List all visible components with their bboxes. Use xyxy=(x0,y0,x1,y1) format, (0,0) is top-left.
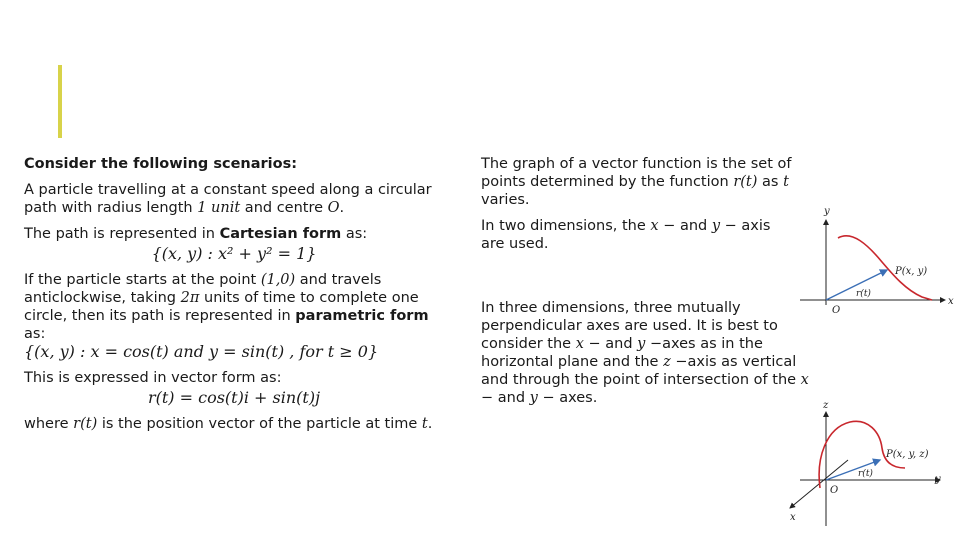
point-label-3d: P(x, y, z) xyxy=(886,449,929,460)
paragraph-parametric: If the particle starts at the point (1,0) and travels anticlockwise, taking 2π units of time to complete one circle, then its path is represented in parametric form as: xyxy=(24,272,429,342)
heading: Consider the following scenarios: xyxy=(24,156,298,172)
vector-label-2d: r(t) xyxy=(856,289,871,299)
right-column xyxy=(481,155,821,407)
paragraph-vector-form: This is expressed in vector form as: xyxy=(24,370,282,386)
point-label-2d: P(x, y) xyxy=(895,266,928,277)
equation-cartesian: {(x, y) : x² + y² = 1} xyxy=(151,244,317,263)
origin-label-3d: O xyxy=(830,485,839,496)
vector-label-3d: r(t) xyxy=(858,469,873,479)
paragraph-cartesian: The path is represented in Cartesian form as: xyxy=(24,226,368,242)
x-label-3d: x xyxy=(790,512,796,523)
paragraph-circular-path: A particle travelling at a constant speed along a circular path with radius length 1 unit and centre O. xyxy=(24,182,432,216)
y-label-3d: y xyxy=(935,474,941,485)
paragraph-graph: The graph of a vector function is the set of points determined by the function r(t) as t varies. xyxy=(481,156,792,208)
paragraph-two-dimensions: In two dimensions, the x − and y − axis are used. xyxy=(481,218,771,252)
paragraph-three-dimensions: In three dimensions, three mutually perpendicular axes are used. It is best to consider the x − and y −axes as in the horizontal plane and the z −axis as vertical and through the point of intersection of the x − and y − axes. xyxy=(481,300,809,406)
y-label-2d: y xyxy=(824,206,830,217)
z-label-3d: z xyxy=(823,400,829,411)
x-label-2d: x xyxy=(948,296,954,307)
paragraph-position-vector: where r(t) is the position vector of the particle at time t. xyxy=(24,416,433,432)
left-column xyxy=(24,155,444,433)
equation-parametric: {(x, y) : x = cos(t) and y = sin(t) , for t ≥ 0} xyxy=(24,342,379,361)
equation-vector: r(t) = cos(t)i + sin(t)j xyxy=(147,388,321,407)
figure-3d-vector-function xyxy=(770,398,960,528)
accent-bar xyxy=(58,65,62,138)
origin-label-2d: O xyxy=(832,305,841,316)
figure-2d-vector-function xyxy=(790,200,960,325)
